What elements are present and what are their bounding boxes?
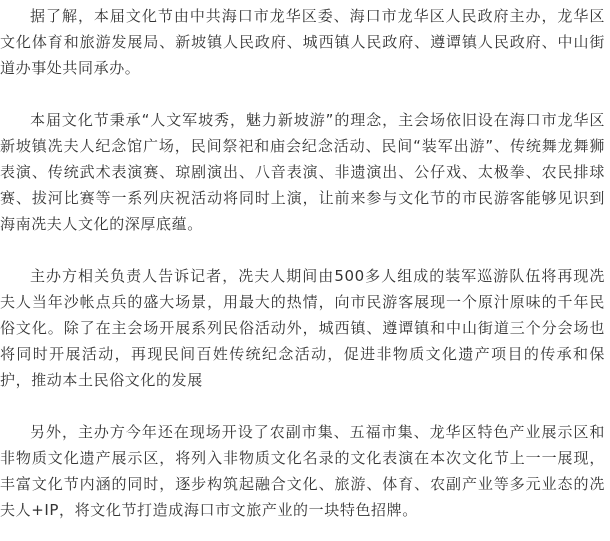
paragraph-festival-theme: 本届文化节秉承“人文军坡秀，魅力新坡游”的理念，主会场依旧设在海口市龙华区新坡镇冼夫人纪念馆广场，民间祭祀和庙会纪念活动、民间“装军出游”、传统舞龙舞狮表演、传统武术表演赛、琼剧演出、八音表演、非遗演出、公仔戏、太极拳、农民排球赛、拔河比赛等一系列庆祝活动将同时上演，让前来参与文化节的市民游客能够见识到海南冼夫人文化的深厚底蕴。 [0, 111, 605, 233]
paragraph-markets: 另外，主办方今年还在现场开设了农副市集、五福市集、龙华区特色产业展示区和非物质文化遗产展示区，将列入非物质文化名录的文化表演在本次文化节上一一展现，丰富文化节内涵的同时，逐步构筑起融合文化、旅游、体育、农副产业等多元业态的冼夫人+IP，将文化节打造成海口市文旅产业的一块特色招牌。 [0, 423, 605, 519]
paragraph-organizers: 据了解，本届文化节由中共海口市龙华区委、海口市龙华区人民政府主办，龙华区文化体育和旅游发展局、新坡镇人民政府、城西镇人民政府、遵谭镇人民政府、中山街道办事处共同承办。 [0, 7, 605, 77]
paragraph-parade: 主办方相关负责人告诉记者，冼夫人期间由500多人组成的装军巡游队伍将再现冼夫人当年沙帐点兵的盛大场景，用最大的热情，向市民游客展现一个原汁原味的千年民俗文化。除了在主会场开展系列民俗活动外，城西镇、遵谭镇和中山街道三个分会场也将同时开展活动，再现民间百姓传统纪念活动，促进非物质文化遗产项目的传承和保护，推动本土民俗文化的发展 [0, 267, 605, 389]
article-body [0, 3, 605, 523]
